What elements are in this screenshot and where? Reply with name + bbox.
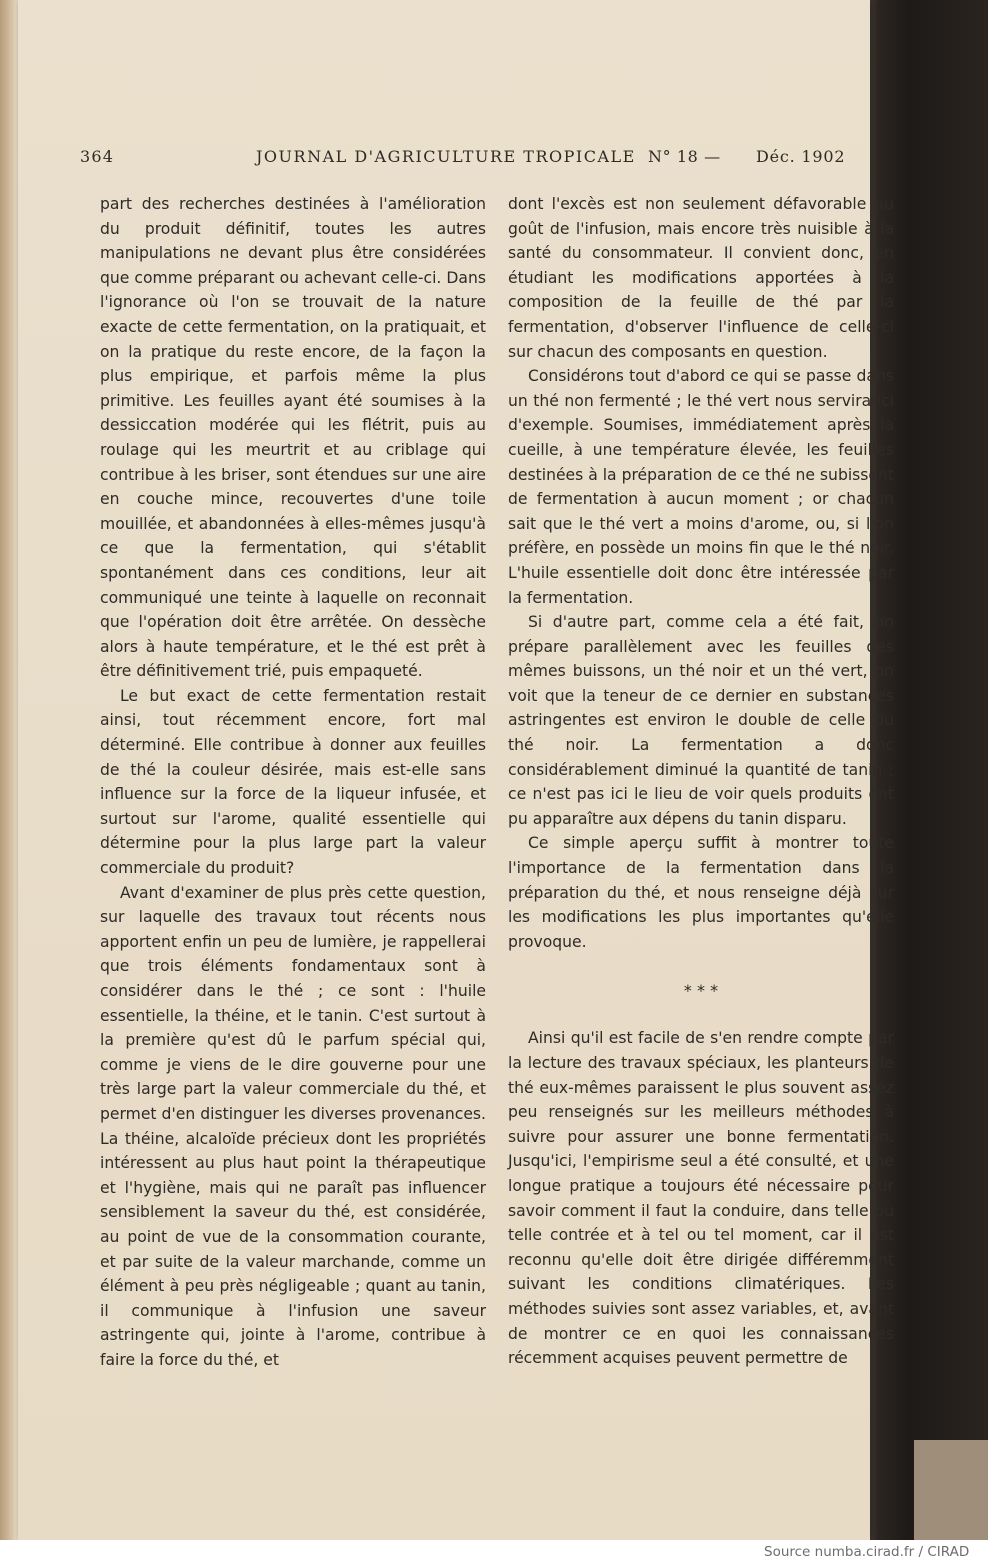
right-text-column: [508, 192, 894, 1371]
paragraph: part des recherches destinées à l'amélioration du produit définitif, toutes les autres manipulations ne devant plus être considérées que comme préparant ou achevant celle-ci. Dans l'ignorance où l'on se trouvait de la nature exacte de cette fermentation, on la pratiquait, et on la pratique du reste encore, de la façon la plus empirique, et parfois même la plus primitive. Les feuilles ayant été soumises à la dessiccation modérée qui les flétrit, puis au roulage qui les meurtrit et au criblage qui contribue à les briser, sont étendues sur une aire en couche mince, recouvertes d'une toile mouillée, et abandonnées à elles-mêmes jusqu'à ce que la fermentation, qui s'établit spontanément dans ces conditions, leur ait communiqué une teinte à laquelle on reconnait que l'opération doit être arrêtée. On dessèche alors à haute température, et le thé est prêt à être définitivement trié, puis empaqueté.: [100, 195, 486, 681]
journal-title: JOURNAL D'AGRICULTURE TROPICALE: [256, 147, 636, 166]
left-text-column: [100, 192, 486, 1373]
paragraph: Considérons tout d'abord ce qui se passe dans un thé non fermenté ; le thé vert nous servira ici d'exemple. Soumises, immédiatement après la cueille, à une température élevée, les feuilles destinées à la préparation de ce thé ne subissent de fermentation à aucun moment ; or chacun sait que le thé vert a moins d'arome, ou, si l'on préfère, en possède un moins fin que le thé noir. L'huile essentielle doit donc être intéressée par la fermentation.: [508, 367, 895, 607]
issue-date: Déc. 1902: [756, 147, 846, 166]
section-separator-asterism: * * *: [683, 981, 719, 1001]
paragraph: Avant d'examiner de plus près cette question, sur laquelle des travaux tout récents nous apportent enfin un peu de lumière, je rappellerai que trois éléments fondamentaux sont à considérer dans le thé ; ce sont : l'huile essentielle, la théine, et le tanin. C'est surtout à la première qu'est dû le parfum spécial qui, comme je viens de le dire gouverne pour une très large part la valeur commerciale du thé, et permet d'en distinguer les diverses provenances. La théine, alcaloïde précieux dont les propriétés intéressent au plus haut point la thérapeutique et l'hygiène, mais qui ne paraît pas influencer sensiblement la saveur du thé, est considérée, au point de vue de la consommation courante, et par suite de la valeur marchande, comme un élément à peu près négligeable ; quant au tanin, il communique à l'infusion une saveur astringente qui, jointe à l'arome, contribue à faire la force du thé, et: [100, 883, 486, 1369]
binding-tab: [914, 1440, 988, 1540]
paragraph: dont l'excès est non seulement défavorable au goût de l'infusion, mais encore très nuisible à la santé du consommateur. Il convient donc, en étudiant les modifications apportées à la composition de la feuille de thé par la fermentation, d'observer l'influence de celle-ci sur chacun des composants en question.: [508, 195, 894, 361]
source-credit: Source numba.cirad.fr / CIRAD: [764, 1544, 970, 1560]
paragraph: Si d'autre part, comme cela a été fait, on prépare parallèlement avec les feuilles des mêmes buissons, un thé noir et un thé vert, on voit que la teneur de ce dernier en substances astringentes est environ le double de celle du thé noir. La fermentation a donc considérablement diminué la quantité de tanin ; ce n'est pas ici le lieu de voir quels produits ont pu apparaître aux dépens du tanin disparu.: [508, 613, 894, 828]
paragraph: Ainsi qu'il est facile de s'en rendre compte par la lecture des travaux spéciaux, les planteurs de thé eux-mêmes paraissent le plus souvent assez peu renseignés sur les meilleurs méthodes à suivre pour assurer une bonne fermentation. Jusqu'ici, l'empirisme seul a été consulté, et une longue pratique a toujours été nécessaire pour savoir comment il faut la conduire, dans telle ou telle contrée et à tel ou tel moment, car il est reconnu qu'elle doit être dirigée différemment suivant les conditions climatériques. Les méthodes suivies sont assez variables, et, avant de montrer ce en quoi les connaissances récemment acquises peuvent permettre de: [508, 1029, 894, 1368]
running-header: [80, 147, 892, 173]
issue-number: N° 18 —: [648, 147, 721, 166]
paragraph: Ce simple aperçu suffit à montrer toute l'importance de la fermentation dans la préparation du thé, et nous renseigne déjà sur les modifications les plus importantes qu'elle provoque.: [508, 834, 894, 951]
page-number: 364: [80, 147, 115, 166]
book-left-edge: [0, 0, 14, 1540]
paragraph: Le but exact de cette fermentation restait ainsi, tout récemment encore, fort mal déterminé. Elle contribue à donner aux feuilles de thé la couleur désirée, mais est-elle sans influence sur la force de la liqueur infusée, et surtout sur l'arome, qualité essentielle qui détermine pour la plus large part la valeur commerciale du produit?: [100, 686, 486, 878]
